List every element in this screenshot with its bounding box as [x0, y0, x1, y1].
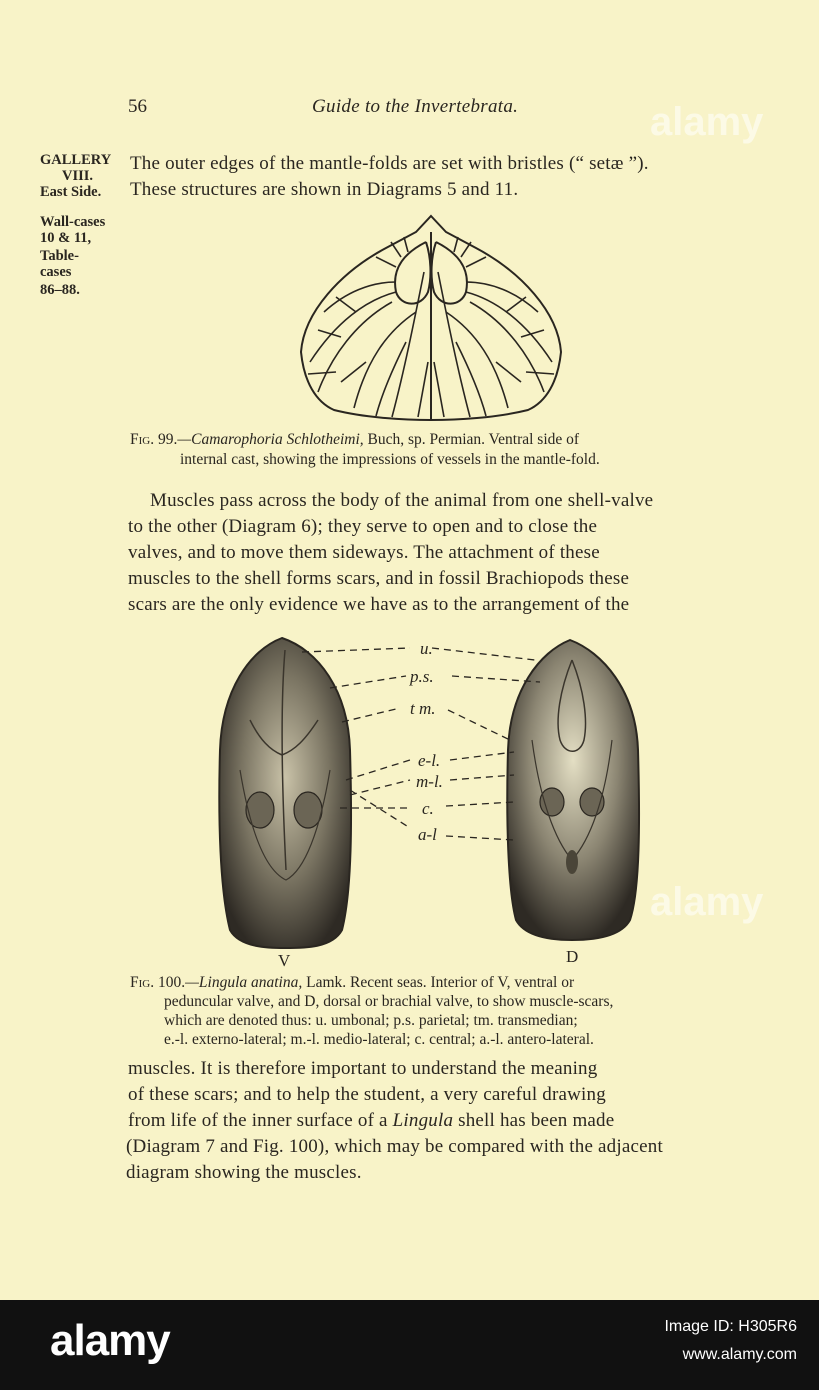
scar-label-antero-lateral: a-l	[418, 825, 437, 844]
scar-label-medio-lateral: m-l.	[416, 772, 443, 791]
fig99-genus: —Camarophoria Schlotheimi,	[177, 431, 364, 448]
sidebar-wall-cases: Wall-cases	[40, 214, 106, 230]
paragraph1-line-5: scars are the only evidence we have as to the arrangement of the	[128, 594, 630, 615]
scar-label-umbonal: u.	[420, 639, 433, 658]
paragraph2-line-2: of these scars; and to help the student, a very careful drawing	[128, 1084, 606, 1105]
watermark: alamy	[650, 100, 764, 144]
scar-label-externo-lateral: e-l.	[418, 751, 441, 770]
paragraph1-line-3: valves, and to move them sideways. The attachment of these	[128, 542, 600, 563]
site-url[interactable]: www.alamy.com	[682, 1346, 797, 1363]
valve-label-v: V	[278, 951, 291, 970]
paragraph2-line-1: muscles. It is therefore important to understand the meaning	[128, 1058, 598, 1079]
sidebar-gallery-number: VIII.	[62, 168, 94, 184]
fig100-caption-line-2: peduncular valve, and D, dorsal or brachial valve, to show muscle-scars,	[164, 993, 614, 1010]
paragraph1-line-4: muscles to the shell forms scars, and in fossil Brachiopods these	[128, 568, 630, 589]
scar-label-parietal: p.s.	[410, 667, 434, 686]
watermark: alamy	[650, 880, 764, 924]
sidebar-gallery: GALLERY	[40, 152, 112, 168]
alamy-logo[interactable]: alamy	[50, 1316, 170, 1365]
sidebar-side: East Side.	[40, 184, 102, 200]
fig100-caption-line-1	[130, 974, 574, 992]
figure-100-lingula	[210, 630, 650, 970]
fig99-caption-line-1	[130, 431, 579, 449]
paragraph2-line-3-end: shell has been made	[453, 1110, 615, 1131]
intro-line-1: The outer edges of the mantle-folds are set with bristles (“ setæ ”).	[130, 153, 649, 174]
fig99-label: Fig. 99.	[130, 431, 178, 448]
paragraph2-line-5: diagram showing the muscles.	[126, 1162, 362, 1183]
dorsal-valve-drawing	[507, 640, 639, 940]
fig99-caption-line-2: internal cast, showing the impressions of vessels in the mantle-fold.	[180, 451, 600, 468]
fig100-caption-line-3: which are denoted thus: u. umbonal; p.s. parietal; tm. transmedian;	[164, 1012, 578, 1029]
sidebar-table: Table-	[40, 248, 79, 264]
figure-99-camarophoria	[296, 212, 566, 424]
running-title: Guide to the Invertebrata.	[312, 96, 519, 117]
paragraph2-line-3	[128, 1110, 614, 1132]
scar-label-transmedian: t m.	[410, 699, 436, 718]
intro-line-2: These structures are shown in Diagrams 5 and 11.	[130, 179, 519, 200]
scar-label-central: c.	[422, 799, 434, 818]
fig99-caption-rest: Buch, sp. Permian. Ventral side of	[363, 431, 580, 448]
ventral-valve-drawing	[219, 638, 351, 948]
paragraph1-line-2: to the other (Diagram 6); they serve to open and to close the	[128, 516, 598, 537]
sidebar-wall-cases-numbers: 10 & 11,	[40, 230, 92, 246]
sidebar-table-numbers: 86–88.	[40, 282, 80, 298]
valve-label-d: D	[566, 947, 579, 966]
paragraph2-lingula: Lingula	[392, 1110, 454, 1131]
paragraph2-line-4: (Diagram 7 and Fig. 100), which may be compared with the adjacent	[126, 1136, 663, 1157]
fig100-genus: —Lingula anatina,	[185, 974, 303, 991]
paragraph2-line-3-start: from life of the inner surface of a	[128, 1110, 393, 1131]
fig100-label: Fig. 100.	[130, 974, 186, 991]
image-id: Image ID: H305R6	[664, 1318, 797, 1335]
fig100-caption-rest: Lamk. Recent seas. Interior of V, ventral or	[302, 974, 575, 991]
fig100-caption-line-4: e.-l. externo-lateral; m.-l. medio-lateral; c. central; a.-l. antero-lateral.	[164, 1031, 594, 1048]
sidebar-cases: cases	[40, 264, 72, 280]
paragraph1-line-1: Muscles pass across the body of the animal from one shell-valve	[150, 490, 654, 511]
page-number: 56	[128, 96, 147, 117]
